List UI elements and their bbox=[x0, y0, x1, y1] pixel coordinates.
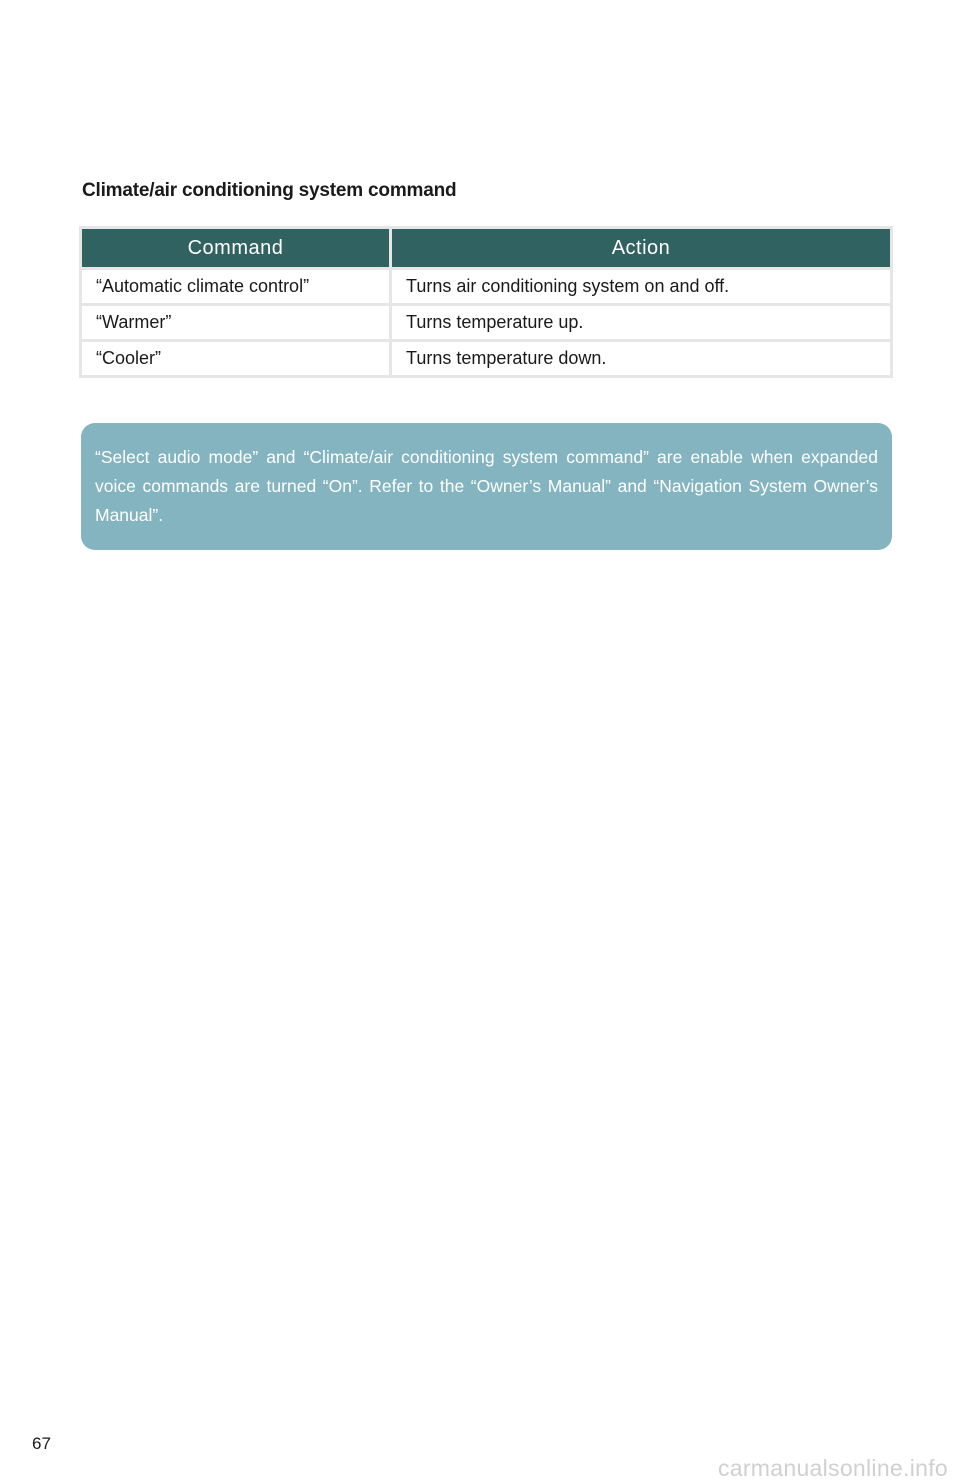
watermark: carmanualsonline.info bbox=[717, 1455, 948, 1481]
table-row bbox=[82, 342, 890, 375]
action-cell: Turns temperature up. bbox=[392, 306, 890, 339]
page-number: 67 bbox=[32, 1434, 51, 1453]
header-action: Action bbox=[392, 229, 890, 267]
table-row bbox=[82, 270, 890, 303]
header-command: Command bbox=[82, 229, 389, 267]
command-cell: “Automatic climate control” bbox=[82, 270, 389, 303]
action-cell: Turns temperature down. bbox=[392, 342, 890, 375]
command-cell: “Cooler” bbox=[82, 342, 389, 375]
info-note-text: “Select audio mode” and “Climate/air conditioning system command” are enable when expanded voice commands are turned “On”. Refer to the “Owner’s Manual” and “Navigation System Owner’s Manual”. bbox=[95, 447, 878, 525]
table-row bbox=[82, 306, 890, 339]
table-header-row bbox=[82, 229, 890, 267]
action-cell: Turns air conditioning system on and off. bbox=[392, 270, 890, 303]
command-cell: “Warmer” bbox=[82, 306, 389, 339]
info-note-box bbox=[81, 423, 892, 550]
command-table bbox=[79, 226, 893, 378]
command-table-container bbox=[79, 226, 893, 378]
section-title: Climate/air conditioning system command bbox=[82, 180, 457, 201]
